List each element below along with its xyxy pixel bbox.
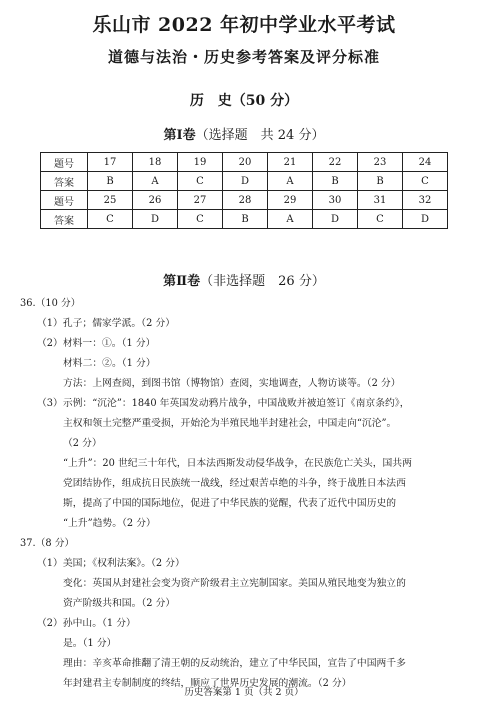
table-cell: B [358,172,403,191]
answer-table [40,152,448,229]
table-cell: C [358,210,403,229]
question-36-heading: 36.（10 分） [20,298,81,309]
table-cell: C [178,172,223,191]
table-cell: D [313,210,358,229]
table-cell: B [88,172,133,191]
table-cell: 17 [88,153,133,172]
table-cell: 26 [133,191,178,210]
answer-line: （2 分） [63,438,102,449]
table-cell: 30 [313,191,358,210]
subject-heading: 历 史（50 分） [189,93,299,109]
table-row [41,191,448,210]
answer-line: 材料二：②。（1 分） [63,358,156,369]
answer-line: 主权和领土完整严重受损，开始沦为半殖民地半封建社会，中国走向“沉沦”。 [63,418,397,429]
table-cell: C [88,210,133,229]
answer-line: 斯，提高了中国的国际地位，促进了中华民族的觉醒，代表了近代中国历史的 [63,498,397,509]
answer-line: （3）示例：“沉沦”：1840 年英国发动鸦片战争，中国战败并被迫签订《南京条约》， [37,398,410,409]
table-cell: D [133,210,178,229]
table-cell: 20 [223,153,268,172]
table-cell: 28 [223,191,268,210]
question-37-heading: 37.（8 分） [20,538,75,549]
table-cell: 22 [313,153,358,172]
part2-heading [0,270,488,289]
answer-line: 年封建君主专制制度的终结，顺应了世界历史发展的潮流。（2 分） [63,678,352,689]
answer-line: 理由：辛亥革命推翻了清王朝的反动统治，建立了中华民国，宣告了中国两千多 [63,658,406,669]
table-cell: 答案 [41,210,88,229]
answer-line: 党团结协作，组成抗日民族统一战线，经过艰苦卓绝的斗争，终于战胜日本法西 [63,478,406,489]
table-cell: 27 [178,191,223,210]
document-subtitle: 道德与法治・历史参考答案及评分标准 [107,48,380,66]
answer-line: 变化：英国从封建社会变为资产阶级君主立宪制国家。美国从殖民地变为独立的 [63,578,406,589]
table-cell: C [403,172,448,191]
table-cell: 29 [268,191,313,210]
part1-heading [0,124,488,143]
table-cell: B [313,172,358,191]
part1-heading-bold: 第Ⅰ卷 [163,128,196,143]
table-row [41,153,448,172]
answer-line: “上升”趋势。（2 分） [63,518,156,529]
answer-line: 资产阶级共和国。（2 分） [63,598,176,609]
answer-line: “上升”：20 世纪三十年代，日本法西斯发动侵华战争，在民族危亡关头，国共两 [63,458,412,469]
table-row [41,172,448,191]
table-cell: D [223,172,268,191]
table-cell: B [223,210,268,229]
document-title: 乐山市 2022 年初中学业水平考试 [92,14,396,36]
table-cell: 23 [358,153,403,172]
table-cell: 24 [403,153,448,172]
table-cell: 21 [268,153,313,172]
answer-line: （2）材料一：①。（1 分） [37,338,156,349]
answer-line: （2）孙中山。（1 分） [37,618,136,629]
table-cell: 18 [133,153,178,172]
answer-line: 方法：上网查阅，到图书馆（博物馆）查阅，实地调查，人物访谈等。（2 分） [63,378,401,389]
answer-line: 是。（1 分） [63,638,117,649]
table-cell: A [133,172,178,191]
table-cell: 题号 [41,153,88,172]
table-cell: 答案 [41,172,88,191]
page-footer: 历史答案第 1 页（共 2 页） [184,687,304,698]
table-cell: 题号 [41,191,88,210]
table-cell: A [268,172,313,191]
answer-line: （1）孔子；儒家学派。（2 分） [37,318,176,329]
answer-line: （1）美国；《权利法案》。（2 分） [37,558,185,569]
table-cell: D [403,210,448,229]
table-cell: 32 [403,191,448,210]
part2-heading-bold: 第Ⅱ卷 [163,274,201,289]
table-cell: A [268,210,313,229]
table-cell: 19 [178,153,223,172]
table-cell: 31 [358,191,403,210]
table-cell: 25 [88,191,133,210]
part2-heading-rest: （非选择题 26 分） [200,274,325,289]
table-row [41,210,448,229]
part1-heading-rest: （选择题 共 24 分） [195,128,325,143]
table-cell: C [178,210,223,229]
